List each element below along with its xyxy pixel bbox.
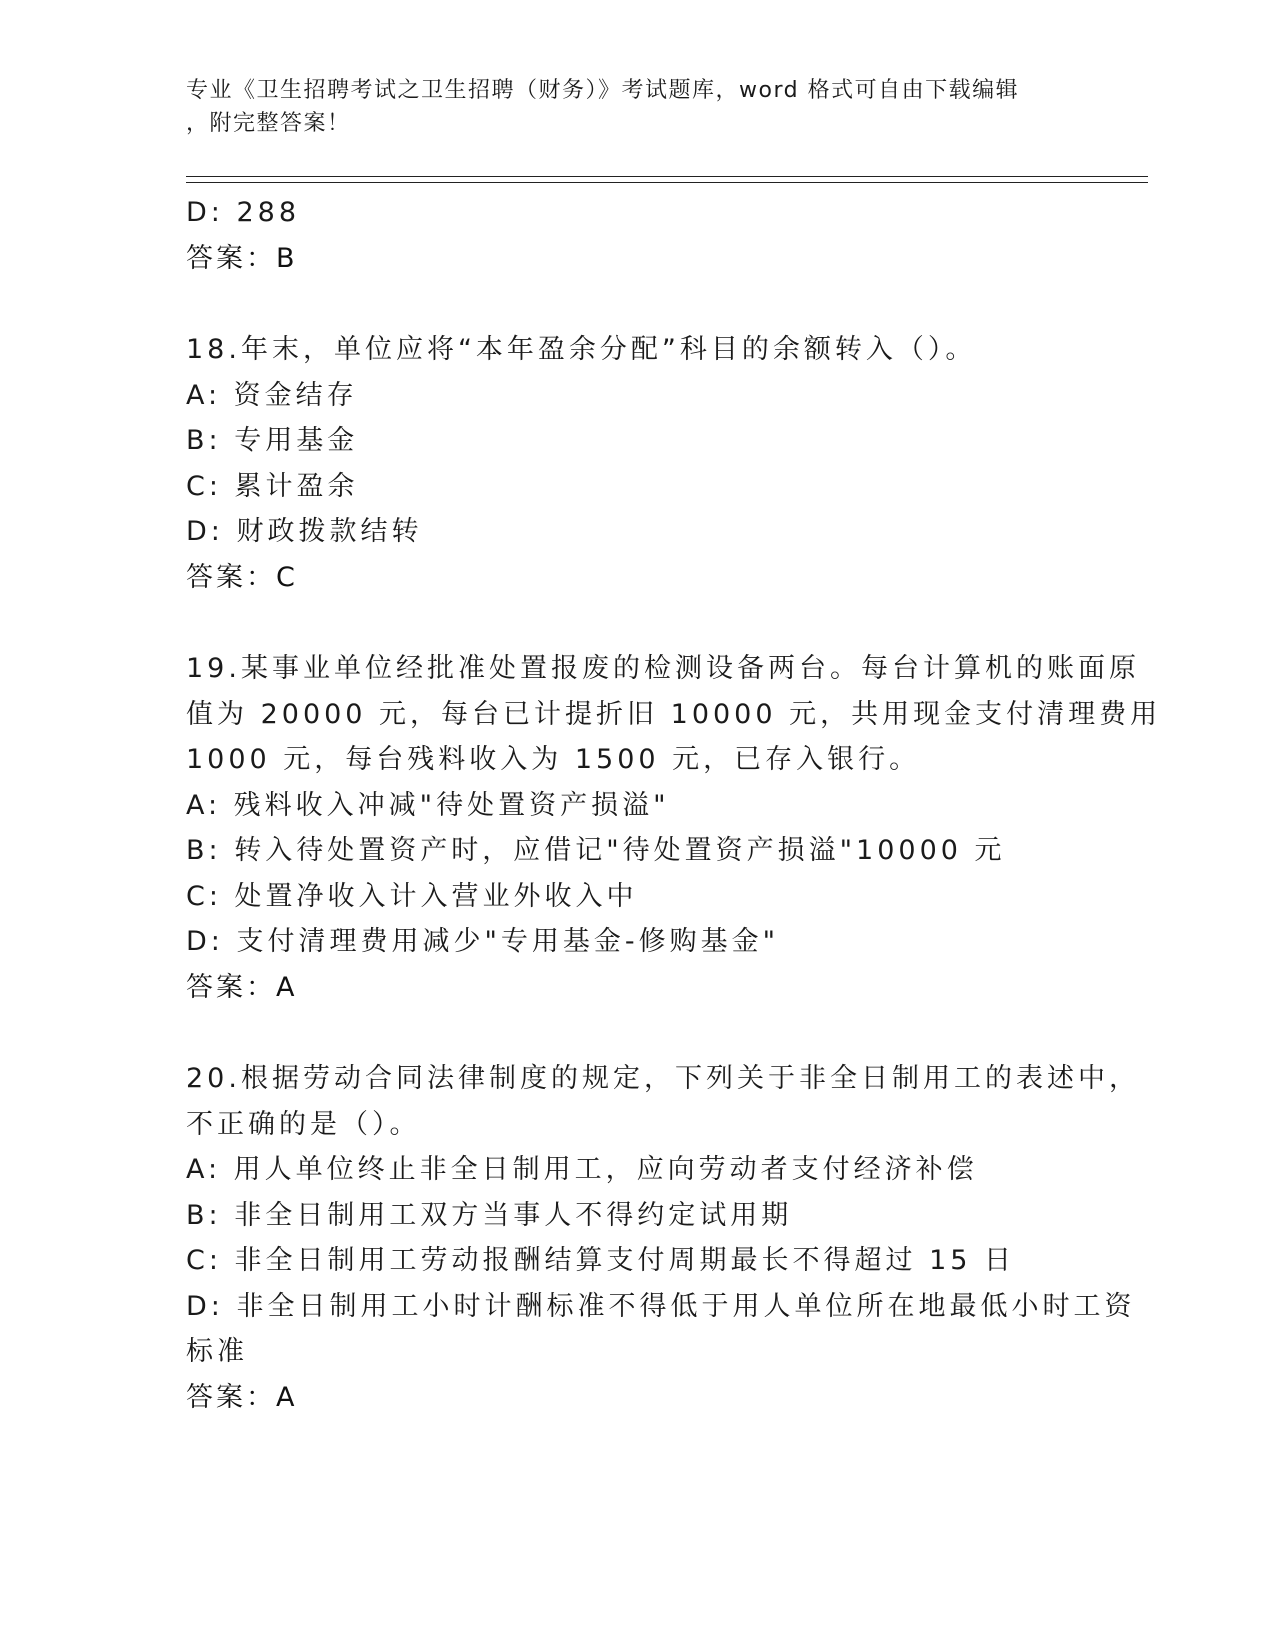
option-d: D: 非全日制用工小时计酬标准不得低于用人单位所在地最低小时工资	[186, 1290, 1136, 1322]
spacer	[186, 281, 1086, 327]
option-c: C: 累计盈余	[186, 470, 359, 502]
option-b: B: 转入待处置资产时，应借记"待处置资产损溢"10000 元	[186, 835, 1006, 866]
question-stem-line: 19.某事业单位经批准处置报废的检测设备两台。每台计算机的账面原	[186, 653, 1140, 684]
option-d: D: 支付清理费用减少"专用基金-修购基金"	[186, 926, 780, 957]
option-a: A: 资金结存	[186, 379, 358, 411]
answer-line: 答案：C	[186, 561, 298, 593]
question-18	[186, 327, 1086, 600]
option-c: C: 非全日制用工劳动报酬结算支付周期最长不得超过 15 日	[186, 1245, 1016, 1276]
spacer	[186, 600, 1086, 646]
header-title-line-2: ，附完整答案！	[186, 111, 351, 136]
option-c: C: 处置净收入计入营业外收入中	[186, 880, 638, 912]
answer-line: 答案：B	[186, 242, 298, 274]
option-b: B: 专用基金	[186, 425, 359, 456]
question-stem-line: 值为 20000 元，每台已计提折旧 10000 元，共用现金支付清理费用	[186, 698, 1162, 730]
header-divider-bottom	[186, 182, 1148, 183]
question-stem-line: 不正确的是（）。	[186, 1108, 421, 1140]
header-divider-top	[186, 176, 1148, 177]
question-stem-line: 18.年末，单位应将“本年盈余分配”科目的余额转入（）。	[186, 334, 977, 365]
option-d: D: 财政拨款结转	[186, 516, 423, 547]
question-stem-line: 1000 元，每台残料收入为 1500 元，已存入银行。	[186, 744, 921, 775]
option-d-continuation: 标准	[186, 1336, 248, 1367]
question-20	[186, 1056, 1140, 1420]
answer-line: 答案：A	[186, 1381, 298, 1413]
question-stem-line: 20.根据劳动合同法律制度的规定，下列关于非全日制用工的表述中，	[186, 1063, 1140, 1094]
question-19	[186, 646, 1162, 1010]
option-d: D: 288	[186, 197, 301, 228]
spacer	[186, 1010, 1086, 1056]
header-title-line-1: 专业《卫生招聘考试之卫生招聘（财务）》考试题库，word 格式可自由下载编辑	[186, 78, 1020, 103]
previous-question-tail	[186, 190, 1086, 281]
document-header	[186, 74, 1086, 140]
option-a: A: 用人单位终止非全日制用工，应向劳动者支付经济补偿	[186, 1154, 978, 1185]
answer-line: 答案：A	[186, 971, 298, 1003]
option-b: B: 非全日制用工双方当事人不得约定试用期	[186, 1199, 793, 1231]
document-body	[186, 190, 1162, 1420]
option-a: A: 残料收入冲减"待处置资产损溢"	[186, 789, 670, 821]
